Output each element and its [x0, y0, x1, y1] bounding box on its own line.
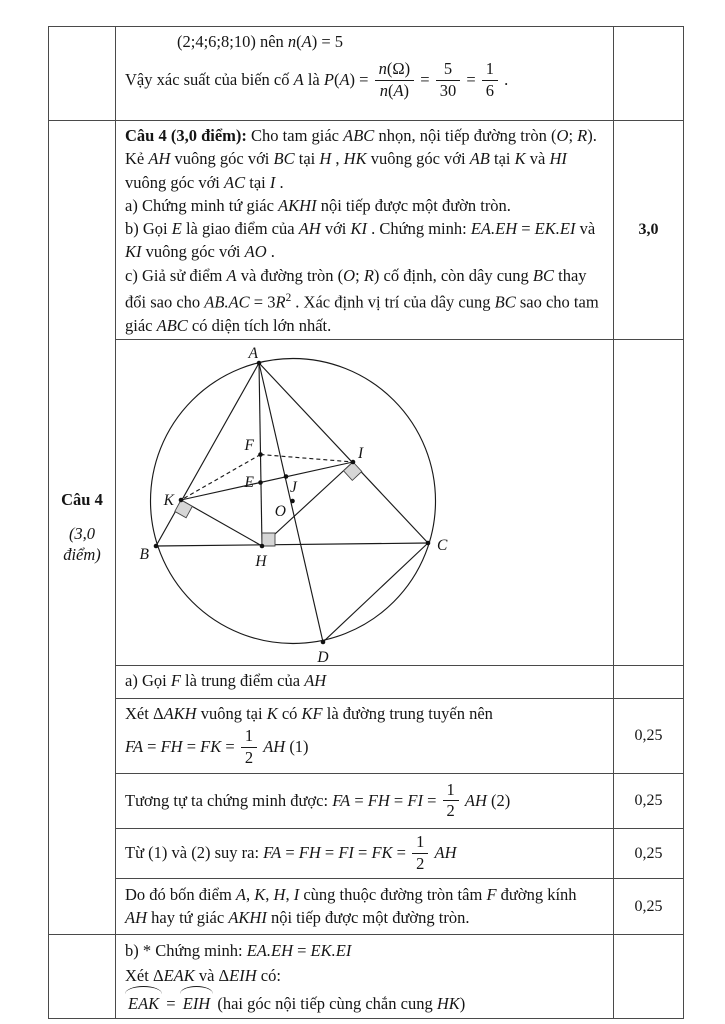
- row-solution-step2: [49, 774, 684, 829]
- statement-line: a) Chứng minh tứ giác AKHI nội tiếp được một đườn tròn.: [125, 195, 511, 215]
- segment-BC: [156, 543, 428, 546]
- point-J: [284, 474, 289, 479]
- cell-prev-question-content: [116, 27, 614, 121]
- cell-step4: [116, 879, 614, 935]
- cell-empty-score-figure: [614, 340, 684, 666]
- cell-step2: [116, 774, 614, 829]
- step1-line2: FA = FH = FK = $\frac{1}{2}$ AH (1): [125, 726, 309, 767]
- statement-line: giác ABC có diện tích lớn nhất.: [125, 315, 332, 335]
- statement-line: KI vuông góc với AO .: [125, 242, 275, 262]
- b-line2: Xét ΔEAK và ΔEIH có:: [125, 965, 281, 985]
- row-figure: [49, 340, 684, 666]
- score-step3: 0,25: [614, 829, 684, 879]
- b-line1: b) * Chứng minh: EA.EH = EK.EI: [125, 941, 352, 961]
- cau4-points: (3,0 điểm): [63, 524, 101, 565]
- probability-result-line: Vậy xác suất của biến cố A là P(A) = $\frac{n(\Omega)}{n(A)}$ = $\frac{5}{30}$ = $\frac{1}{6}$ .: [125, 59, 509, 100]
- right-angle-at-H: [262, 533, 275, 546]
- label-I: I: [358, 445, 364, 463]
- label-A: A: [248, 345, 258, 363]
- cell-step1: [116, 699, 614, 774]
- statement-line: vuông góc với AC tại I .: [125, 172, 284, 192]
- b-line3: EAK = EIH (hai góc nội tiếp cùng chắn cung HK): [125, 988, 605, 1016]
- cell-cau4-statement: [116, 121, 614, 340]
- score-step4: 0,25: [614, 879, 684, 935]
- statement-line: b) Gọi E là giao điểm của AH với KI . Chứng minh: EA.EH = EK.EI và: [125, 219, 596, 239]
- point-F: [258, 452, 263, 457]
- cell-step3: [116, 829, 614, 879]
- label-D: D: [317, 649, 329, 665]
- step3-line: Từ (1) và (2) suy ra: FA = FH = FI = FK = $\frac{1}{2}$ AH: [125, 832, 457, 873]
- a-intro-line: a) Gọi F là trung điểm của AH: [125, 671, 327, 691]
- statement-line: đổi sao cho $AB.AC = 3R^2$ . Xác định vị trí của dây cung BC sao cho tam: [125, 292, 599, 312]
- row-cau4-statement: [49, 121, 684, 340]
- segment-AB: [156, 363, 259, 546]
- segment-DC: [323, 543, 428, 642]
- answer-key-table: [48, 26, 684, 1019]
- row-prev-question-tail: [49, 27, 684, 121]
- point-I: [351, 460, 356, 465]
- step4-line1: Do đó bốn điểm A, K, H, I cùng thuộc đường tròn tâm F đường kính: [125, 885, 577, 905]
- cell-empty-left-1: [49, 27, 116, 121]
- point-C: [426, 541, 431, 546]
- cell-empty-score-a-intro: [614, 666, 684, 699]
- label-B: B: [139, 546, 149, 564]
- score-total: 3,0: [614, 121, 684, 340]
- prob-count-line: (2;4;6;8;10) nên n(A) = 5: [177, 32, 344, 51]
- score-step1: 0,25: [614, 699, 684, 774]
- row-solution-a-intro: [49, 666, 684, 699]
- segment-KH: [181, 500, 262, 546]
- cell-a-intro: [116, 666, 614, 699]
- right-angle-markers: [175, 462, 362, 546]
- statement-line: c) Giả sử điểm A và đường tròn (O; R) cố định, còn dây cung BC thay: [125, 265, 587, 285]
- point-E: [258, 480, 263, 485]
- row-solution-step3: [49, 829, 684, 879]
- label-O: O: [274, 503, 286, 521]
- row-solution-step4: [49, 879, 684, 935]
- statement-line: Kẻ AH vuông góc với BC tại H , HK vuông góc với AB tại K và HI: [125, 149, 567, 169]
- right-angle-at-I: [344, 462, 362, 480]
- score-step2: 0,25: [614, 774, 684, 829]
- row-solution-b: [49, 935, 684, 1019]
- label-K: K: [163, 492, 174, 510]
- cell-empty-left-b: [49, 935, 116, 1019]
- statement-line: Câu 4 (3,0 điểm): Cho tam giác ABC nhọn, nội tiếp đường tròn (O; R).: [125, 126, 597, 145]
- label-J: J: [290, 479, 297, 497]
- right-angle-at-K: [175, 500, 193, 518]
- point-D: [321, 640, 326, 645]
- point-B: [154, 544, 159, 549]
- cell-part-b: [116, 935, 614, 1019]
- point-H: [260, 544, 265, 549]
- geometry-figure: [116, 340, 612, 664]
- step1-line1: Xét ΔAKH vuông tại K có KF là đường trung tuyến nên: [125, 704, 493, 724]
- point-dots: [154, 361, 431, 645]
- row-solution-step1: [49, 699, 684, 774]
- dashed-segment-FI: [261, 455, 354, 463]
- segment-KI: [181, 462, 353, 500]
- label-H: H: [255, 553, 267, 571]
- label-F: F: [244, 437, 254, 455]
- cell-figure: [116, 340, 614, 666]
- cell-empty-score-1: [614, 27, 684, 121]
- step2-line: Tương tự ta chứng minh được: FA = FH = FI = $\frac{1}{2}$ AH (2): [125, 779, 511, 821]
- cau4-title: Câu 4: [61, 490, 103, 510]
- step4-line2: AH hay tứ giác AKHI nội tiếp được một đường tròn.: [125, 908, 470, 928]
- point-O: [290, 499, 295, 504]
- label-C: C: [437, 537, 448, 555]
- point-K: [179, 498, 184, 503]
- cell-cau4-label: [49, 121, 116, 935]
- label-E: E: [244, 474, 254, 492]
- cell-empty-score-b: [614, 935, 684, 1019]
